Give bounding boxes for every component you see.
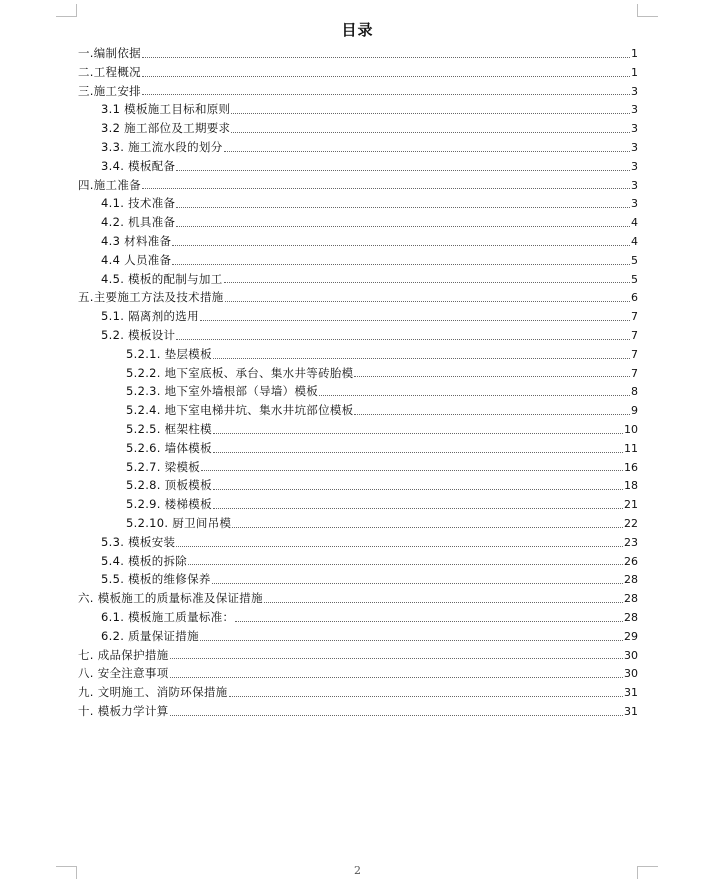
toc-entry[interactable] [78,382,638,401]
toc-dot-leader [142,93,630,95]
toc-entry[interactable] [78,495,638,514]
toc-dot-leader [170,657,623,659]
toc-dot-leader [264,601,623,603]
toc-entry[interactable] [78,683,638,702]
toc-entry[interactable] [78,646,638,665]
toc-entry-page: 5 [631,272,638,286]
toc-entry[interactable] [78,194,638,213]
toc-entry-text: 5.3. 模板安装 [101,534,176,549]
toc-entry-text: 3.2 施工部位及工期要求 [101,121,231,136]
toc-entry[interactable] [78,345,638,364]
toc-entry-page: 3 [631,140,638,154]
toc-dot-leader [170,714,623,716]
toc-dot-leader [229,695,623,697]
toc-entry[interactable] [78,439,638,458]
toc-entry[interactable] [78,100,638,119]
toc-entry-page: 1 [631,65,638,79]
toc-entry-text: 6.1. 模板施工质量标准： [101,609,235,624]
toc-entry-text: 5.5. 模板的维修保养 [101,572,211,587]
toc-dot-leader [319,394,630,396]
toc-entry-text: 一.编制依据 [78,46,141,60]
toc-entry[interactable] [78,44,638,63]
toc-entry-text: 5.1. 隔离剂的选用 [101,309,199,324]
toc-entry-text: 5.4. 模板的拆除 [101,553,188,568]
toc-entry-page: 4 [631,234,638,248]
toc-entry-text: 七. 成品保护措施 [78,647,169,662]
toc-entry-text: 三.施工安排 [78,83,141,98]
toc-entry-page: 4 [631,216,638,230]
toc-dot-leader [231,112,630,114]
toc-entry-page: 6 [631,291,638,305]
toc-dot-leader [170,676,623,678]
toc-entry[interactable] [78,533,638,552]
toc-dot-leader [354,413,630,415]
toc-entry-text: 四.施工准备 [78,177,141,192]
toc-entry[interactable] [78,288,638,307]
toc-entry-text: 4.3 材料准备 [101,233,172,248]
toc-entry-text: 4.1. 技术准备 [101,196,176,211]
toc-dot-leader [172,263,630,265]
toc-entry-text: 6.2. 质量保证措施 [101,628,199,643]
toc-dot-leader [213,507,623,509]
toc-entry-text: 5.2.10. 厨卫间吊模 [126,515,232,530]
toc-entry-page: 21 [624,498,638,512]
toc-entry[interactable] [78,138,638,157]
toc-dot-leader [213,432,623,434]
toc-dot-leader [200,639,623,641]
toc-dot-leader [213,357,630,359]
toc-entry[interactable] [78,63,638,82]
page-number: 2 [354,864,361,877]
toc-dot-leader [176,545,623,547]
toc-entry-text: 5.2.7. 梁模板 [126,459,201,474]
toc-entry-text: 3.3. 施工流水段的划分 [101,139,223,154]
toc-entry-page: 18 [624,479,638,493]
toc-dot-leader [176,225,630,227]
toc-entry-text: 八. 安全注意事项 [78,666,169,681]
toc-title: 目录 [341,21,374,39]
toc-entry-page: 16 [624,460,638,474]
toc-dot-leader [212,582,623,584]
toc-entry-page: 29 [624,629,638,643]
crop-mark-top-right [637,4,658,17]
toc-dot-leader [176,338,630,340]
toc-entry-text: 4.4 人员准备 [101,252,172,267]
toc-entry-page: 26 [624,554,638,568]
toc-entry[interactable] [78,608,638,627]
toc-entry[interactable] [78,589,638,608]
toc-entry-page: 3 [631,159,638,173]
toc-dot-leader [176,169,630,171]
toc-entry-page: 30 [624,667,638,681]
toc-entry-page: 11 [624,441,638,455]
toc-entry-page: 3 [631,122,638,136]
toc-entry-page: 3 [631,197,638,211]
toc-entry-page: 28 [624,592,638,606]
toc-entry-page: 7 [631,310,638,324]
toc-dot-leader [224,150,631,152]
toc-entry-page: 7 [631,328,638,342]
toc-entry[interactable] [78,326,638,345]
toc-dot-leader [232,526,623,528]
toc-entry-page: 5 [631,253,638,267]
toc-dot-leader [354,375,630,377]
toc-entry[interactable] [78,420,638,439]
toc-entry-page: 31 [624,704,638,718]
toc-dot-leader [172,244,630,246]
toc-dot-leader [188,563,623,565]
toc-entry-text: 3.1 模板施工目标和原则 [101,102,231,117]
toc-entry[interactable] [78,307,638,326]
toc-entry[interactable] [78,664,638,683]
crop-mark-top-left [56,4,77,17]
toc-entry-text: 5.2.6. 墙体模板 [126,440,212,455]
toc-entry-page: 10 [624,422,638,436]
toc-entry[interactable] [78,401,638,420]
toc-entry-text: 五.主要施工方法及技术措施 [78,290,224,305]
toc-entry[interactable] [78,514,638,533]
toc-entry-page: 8 [631,385,638,399]
toc-entry[interactable] [78,213,638,232]
toc-entry-text: 5.2.3. 地下室外墙根部（导墙）模板 [126,384,319,399]
toc-dot-leader [201,469,623,471]
toc-dot-leader [142,75,630,77]
toc-entry-text: 5.2.1. 垫层模板 [126,346,212,361]
toc-dot-leader [142,187,630,189]
toc-entry-text: 十. 模板力学计算 [78,703,169,718]
toc-entry-text: 3.4. 模板配备 [101,158,176,173]
toc-entry-text: 六. 模板施工的质量标准及保证措施 [78,591,263,606]
toc-entry[interactable] [78,251,638,270]
toc-entry[interactable] [78,176,638,195]
toc-entry-page: 1 [631,47,638,60]
toc-entry-text: 4.5. 模板的配制与加工 [101,271,223,286]
toc-entry-text: 5.2.8. 顶板模板 [126,478,212,493]
toc-entry[interactable] [78,552,638,571]
toc-entry-page: 7 [631,366,638,380]
toc-entry[interactable] [78,82,638,101]
toc-entry[interactable] [78,570,638,589]
toc-entry-page: 23 [624,535,638,549]
toc-entry[interactable] [78,232,638,251]
toc-entry-page: 30 [624,648,638,662]
toc-entry-text: 4.2. 机具准备 [101,215,176,230]
toc-entry-page: 28 [624,610,638,624]
toc-entry-page: 22 [624,516,638,530]
toc-entry-text: 5.2.5. 框架柱模 [126,421,212,436]
toc-dot-leader [213,488,623,490]
toc-entry-page: 3 [631,84,638,98]
toc-dot-leader [224,281,631,283]
toc-entry-page: 3 [631,103,638,117]
toc-entry-text: 5.2.2. 地下室底板、承台、集水井等砖胎模 [126,365,354,380]
toc-entry[interactable] [78,702,638,721]
toc-dot-leader [142,56,630,58]
toc-entry-page: 7 [631,347,638,361]
toc-entry-page: 9 [631,404,638,418]
toc-entry-text: 5.2. 模板设计 [101,327,176,342]
toc-dot-leader [231,131,630,133]
table-of-contents [78,44,638,721]
toc-entry[interactable] [78,119,638,138]
toc-entry-page: 31 [624,686,638,700]
toc-entry[interactable] [78,270,638,289]
toc-entry-text: 二.工程概况 [78,64,141,79]
toc-entry-text: 5.2.9. 楼梯模板 [126,497,212,512]
toc-dot-leader [176,206,630,208]
toc-entry[interactable] [78,364,638,383]
toc-dot-leader [235,620,623,622]
toc-entry[interactable] [78,458,638,477]
toc-entry-page: 3 [631,178,638,192]
toc-dot-leader [200,319,630,321]
toc-entry[interactable] [78,157,638,176]
toc-entry-text: 5.2.4. 地下室电梯井坑、集水井坑部位模板 [126,403,354,418]
toc-dot-leader [213,451,623,453]
toc-entry-page: 28 [624,573,638,587]
toc-entry[interactable] [78,476,638,495]
toc-entry-text: 九. 文明施工、消防环保措施 [78,685,228,700]
toc-dot-leader [225,300,630,302]
toc-entry[interactable] [78,627,638,646]
